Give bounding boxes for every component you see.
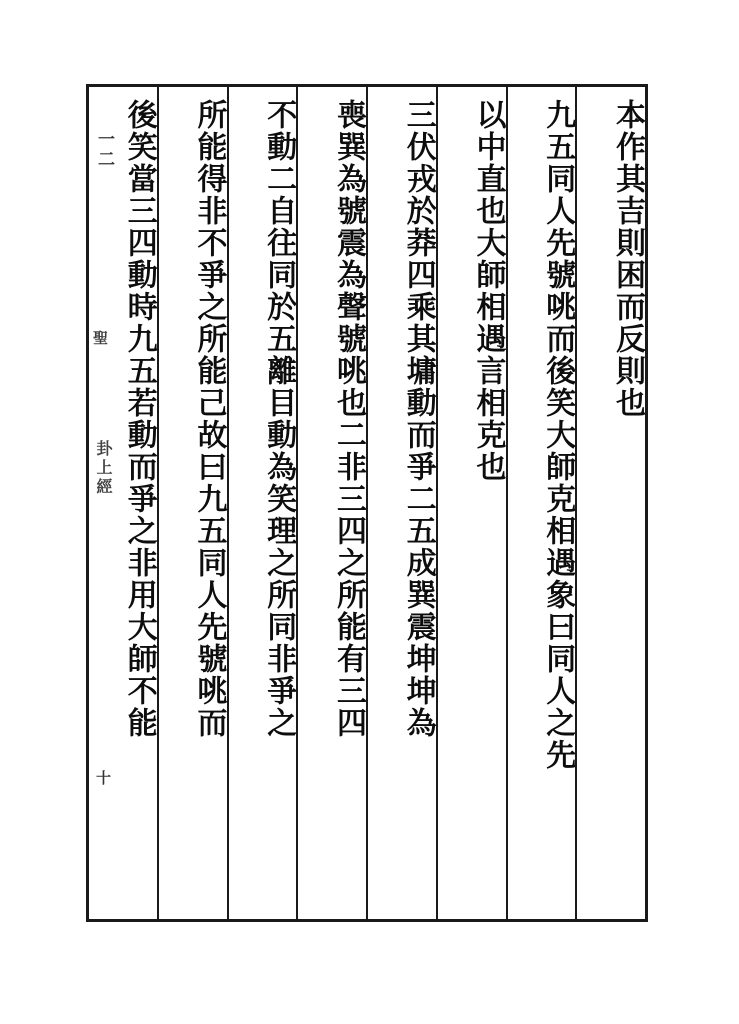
column-text: 以中直也大師相遇言相克也: [470, 99, 506, 483]
text-column: [506, 87, 576, 919]
margin-heading: 一二: [94, 130, 114, 170]
column-text: 不動二自往同於五離目動為笑理之所同非爭之: [261, 99, 297, 739]
column-text: 後笑當三四動時九五若動而爭之非用大師不能: [121, 99, 157, 739]
column-text: 本作其吉則困而反則也: [610, 99, 645, 419]
margin-seal-mark: 聖: [91, 330, 109, 345]
column-text: 九五同人先號咷而後笑大師克相遇象曰同人之先: [540, 99, 576, 771]
text-column: [575, 87, 645, 919]
text-column: [227, 87, 297, 919]
column-text: 喪巽為號震為聲號咷也二非三四之所能有三四: [331, 99, 366, 739]
margin-page-number: 十: [94, 770, 112, 787]
margin-running-title: 卦上經: [94, 440, 113, 497]
text-column: [89, 87, 157, 919]
text-column: [366, 87, 436, 919]
column-text: 三伏戎於莽四乘其墉動而爭二五成巽震坤坤為: [400, 99, 436, 739]
text-column: [157, 87, 227, 919]
column-text: 所能得非不爭之所能己故曰九五同人先號咷而: [191, 99, 227, 739]
text-columns: [89, 87, 645, 919]
text-column: [296, 87, 366, 919]
text-block-frame: [86, 84, 648, 922]
text-column: [436, 87, 506, 919]
